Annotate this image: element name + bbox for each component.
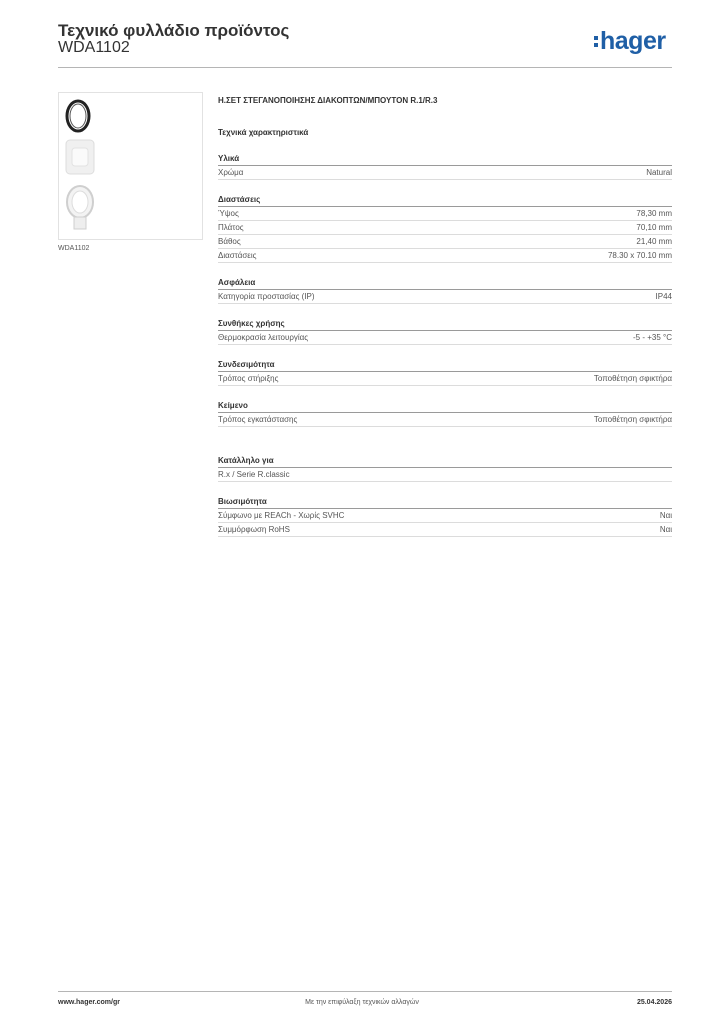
spec-value: Ναι [659,511,672,520]
spec-row [218,468,672,482]
header-divider [58,67,672,68]
spec-label: Συμμόρφωση RoHS [218,525,290,534]
spec-value: 78,30 mm [636,209,672,218]
spec-row [218,372,672,386]
spec-row [218,331,672,345]
spec-label: Βάθος [218,237,241,246]
spec-label: Τρόπος στήριξης [218,374,279,383]
hager-logo [594,27,666,55]
group-title: Υλικά [218,153,672,166]
product-image-panel [58,92,203,240]
logo-text: hager [600,27,666,55]
spec-row [218,509,672,523]
spec-row [218,523,672,537]
group-dimensions [218,194,672,263]
group-text [218,400,672,427]
image-caption: WDA1102 [58,245,90,252]
specs-column [218,95,672,537]
group-title: Βιωσιμότητα [218,496,672,509]
spec-label: Θερμοκρασία λειτουργίας [218,333,309,342]
spec-row [218,413,672,427]
product-code: WDA1102 [58,39,130,56]
group-suitable-for [218,455,672,482]
spec-label: Ύψος [218,209,239,218]
gasket-ring-icon [63,97,93,135]
group-conditions [218,318,672,345]
footer-notice: Με την επιφύλαξη τεχνικών αλλαγών [305,999,419,1006]
group-title: Κατάλληλο για [218,455,672,468]
spec-label: Κατηγορία προστασίας (IP) [218,292,315,301]
spec-label: Διαστάσεις [218,251,257,260]
spec-row [218,235,672,249]
product-name: Η.ΣΕΤ ΣΤΕΓΑΝΟΠΟΙΗΣΗΣ ΔΙΑΚΟΠΤΩΝ/ΜΠΟΥΤΟΝ R.1/R.3 [218,96,438,105]
footer-date: 25.04.2026 [636,999,672,1006]
group-safety [218,277,672,304]
spec-value: Τοποθέτηση σφικτήρα [593,415,672,424]
spec-value: 78.30 x 70.10 mm [607,251,672,260]
footer-website-link[interactable]: www.hager.com/gr [58,999,120,1006]
group-title: Συνδεσιμότητα [218,359,672,372]
spec-value: IP44 [655,292,672,301]
spec-label: Χρώμα [218,168,244,177]
spec-value: Natural [646,168,672,177]
group-title: Ασφάλεια [218,277,672,290]
spec-row [218,166,672,180]
group-title: Διαστάσεις [218,194,672,207]
clamp-frame-icon [63,183,97,233]
group-title: Κείμενο [218,400,672,413]
group-connectivity [218,359,672,386]
spec-label: Σύμφωνο με REACh - Χωρίς SVHC [218,511,345,520]
group-title: Συνθήκες χρήσης [218,318,672,331]
spec-value: -5 - +35 °C [633,333,672,342]
page-title: Τεχνικό φυλλάδιο προϊόντος [58,21,290,40]
specs-heading: Τεχνικά χαρακτηριστικά [218,128,309,137]
spec-value: 70,10 mm [636,223,672,232]
spec-row [218,249,672,263]
spec-value: 21,40 mm [636,237,672,246]
spec-value: Τοποθέτηση σφικτήρα [593,374,672,383]
cover-plate-icon [63,137,97,177]
spec-label: Τρόπος εγκατάστασης [218,415,298,424]
spec-label: Πλάτος [218,223,244,232]
spec-label: R.x / Serie R.classic [218,470,290,479]
footer-divider [58,991,672,992]
group-materials [218,153,672,180]
spec-row [218,207,672,221]
group-sustainability [218,496,672,537]
spec-row [218,290,672,304]
logo-dots-icon [594,34,598,50]
spec-row [218,221,672,235]
spec-value: Ναι [659,525,672,534]
